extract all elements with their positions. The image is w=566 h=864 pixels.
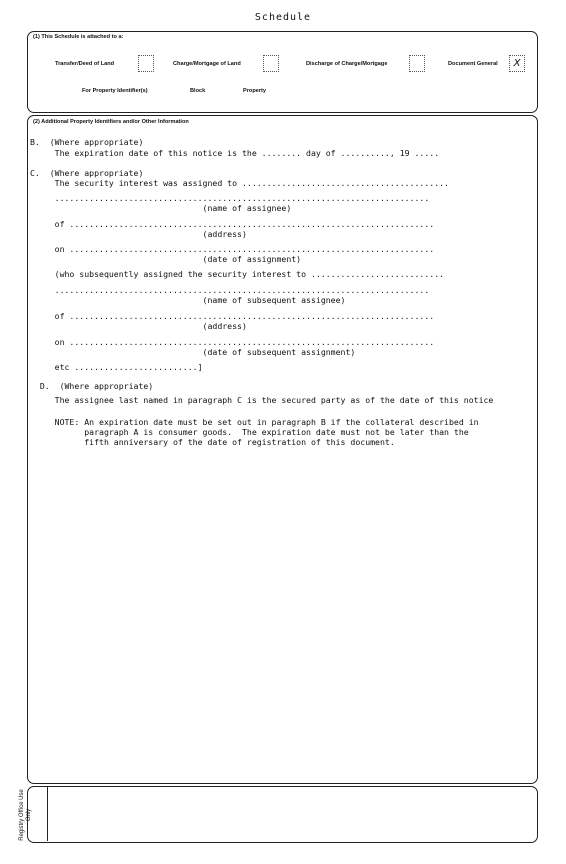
line-d-heading: D. (Where appropriate) (30, 381, 154, 391)
line-b-heading: B. (Where appropriate) (30, 137, 144, 147)
option-charge-label: Charge/Mortgage of Land (173, 61, 241, 67)
line-c-heading: C. (Where appropriate) (30, 168, 144, 178)
line-c-subsequent-address: (address) (30, 321, 247, 331)
option-document-general-checkbox[interactable]: X (509, 55, 525, 72)
line-c-of: of .......................................................................... (30, 219, 435, 229)
registry-office-box (27, 786, 538, 843)
line-c-etc: etc .........................] (30, 362, 203, 372)
line-c-subsequent-of: of .......................................................................... (30, 311, 435, 321)
line-c-subsequent-dots: ............................................................................ (30, 285, 430, 295)
registry-office-use-label: Registry Office Use Only (19, 789, 32, 841)
line-c-date-of-assignment: (date of assignment) (30, 254, 302, 264)
section-2-heading: (2) Additional Property Identifiers and/or Other Information (33, 119, 189, 125)
line-c-subsequent-on: on .......................................................................... (30, 337, 435, 347)
section-2-box (27, 115, 538, 784)
line-c-assignee-dots: ............................................................................ (30, 193, 430, 203)
line-c-subsequent: (who subsequently assigned the security interest to ........................... (30, 269, 445, 279)
line-c-address: (address) (30, 229, 247, 239)
line-d-assignee-secured: The assignee last named in paragraph C is the secured party as of the date of this notice (30, 395, 494, 405)
page-title: Schedule (254, 12, 312, 23)
line-c-assigned: The security interest was assigned to .......................................... (30, 178, 449, 188)
option-charge-checkbox[interactable] (263, 55, 279, 72)
line-c-name-of-assignee: (name of assignee) (30, 203, 292, 213)
line-b-expiration: The expiration date of this notice is the ........ day of .........., 19 ..... (30, 148, 440, 158)
line-c-on: on .......................................................................... (30, 244, 435, 254)
property-label: Property (243, 88, 267, 94)
option-document-general-label: Document General (448, 61, 498, 67)
option-transfer-checkbox[interactable] (138, 55, 154, 72)
note-line-3: fifth anniversary of the date of registration of this document. (30, 437, 395, 447)
option-discharge-checkbox[interactable] (409, 55, 425, 72)
section-1-heading: (1) This Schedule is attached to a: (33, 34, 124, 40)
line-c-name-of-subsequent-assignee: (name of subsequent assignee) (30, 295, 346, 305)
block-label: Block (190, 88, 206, 94)
note-line-1: NOTE: An expiration date must be set out in paragraph B if the collateral described in (30, 417, 479, 427)
line-c-date-of-subsequent-assignment: (date of subsequent assignment) (30, 347, 356, 357)
section-1-box (27, 31, 538, 113)
option-transfer-label: Transfer/Deed of Land (55, 61, 115, 67)
note-line-2: paragraph A is consumer goods. The expiration date must not be later than the (30, 427, 469, 437)
property-identifier-label: For Property Identifier(s) (82, 88, 148, 94)
option-discharge-label: Discharge of Charge/Mortgage (306, 61, 388, 67)
